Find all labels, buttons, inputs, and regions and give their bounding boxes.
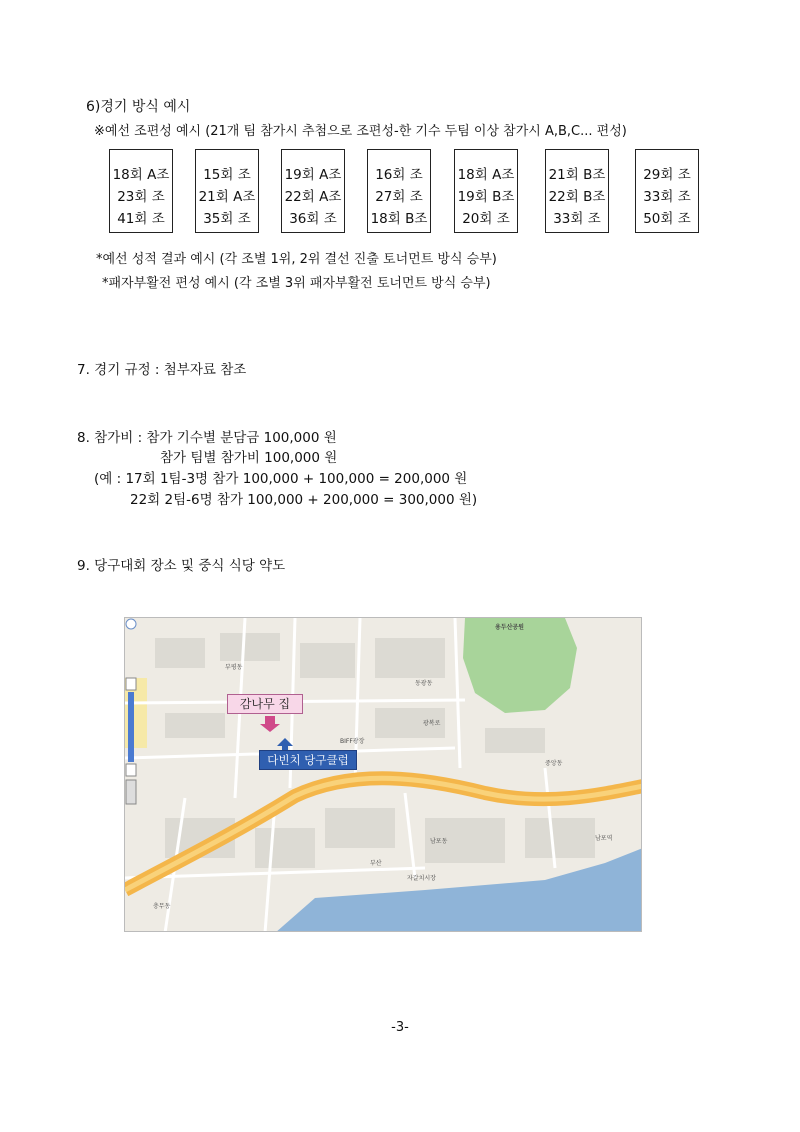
fee-line-2: 참가 팀별 참가비 100,000 원 <box>160 450 338 466</box>
map-place-label: BIFF광장 <box>340 738 365 745</box>
section6-heading: 6)경기 방식 예시 <box>86 99 191 115</box>
map-place-label: 자갈치시장 <box>407 875 436 882</box>
group-entry: 18회 A조 <box>112 167 170 183</box>
map-zoom-control[interactable] <box>125 618 137 808</box>
page-number: -3- <box>391 1020 409 1035</box>
group-entry: 33회 조 <box>643 189 691 205</box>
group-entry: 41회 조 <box>117 211 165 227</box>
group-entry: 16회 조 <box>375 167 423 183</box>
group-entry: 18회 A조 <box>457 167 515 183</box>
group-entry: 22회 A조 <box>284 189 342 205</box>
group-box <box>367 149 431 233</box>
map-place-label: 광복로 <box>423 720 441 727</box>
group-box <box>281 149 345 233</box>
group-entry: 15회 조 <box>203 167 251 183</box>
map-place-label: 부평동 <box>225 664 243 671</box>
map-place-label: 남포역 <box>595 835 613 842</box>
group-entry: 27회 조 <box>375 189 423 205</box>
preliminary-footnote: *예선 성적 결과 예시 (각 조별 1위, 2위 결선 진출 토너먼트 방식 승부) <box>96 252 497 267</box>
group-entry: 33회 조 <box>553 211 601 227</box>
venue-callout: 다빈치 당구클럽 <box>259 750 357 770</box>
map-place-label: 남포동 <box>430 838 448 845</box>
group-box <box>195 149 259 233</box>
group-entry: 23회 조 <box>117 189 165 205</box>
grouping-note: ※예선 조편성 예시 (21개 팀 참가시 추첨으로 조편성-한 기수 두팀 이상 참가시 A,B,C... 편성) <box>94 124 627 139</box>
group-entry: 22회 B조 <box>548 189 606 205</box>
fee-example-1: (예 : 17회 1팀-3명 참가 100,000 + 100,000 = 200,000 원 <box>94 471 468 487</box>
map-place-label: 충무동 <box>153 903 171 910</box>
map-place-label: 용두산공원 <box>495 624 524 631</box>
group-entry: 35회 조 <box>203 211 251 227</box>
group-box <box>109 149 173 233</box>
group-entry: 18회 B조 <box>370 211 428 227</box>
repechage-footnote: *패자부활전 편성 예시 (각 조별 3위 패자부활전 토너먼트 방식 승부) <box>102 276 491 291</box>
group-box <box>454 149 518 233</box>
map-place-label: 부산 <box>370 860 382 867</box>
group-entry: 19회 B조 <box>457 189 515 205</box>
group-box <box>545 149 609 233</box>
group-entry: 21회 B조 <box>548 167 606 183</box>
map-place-label: 중앙동 <box>545 760 563 767</box>
location-map[interactable] <box>124 617 642 932</box>
section9-location: 9. 당구대회 장소 및 중식 식당 약도 <box>77 558 286 574</box>
group-entry: 21회 A조 <box>198 189 256 205</box>
group-entry: 19회 A조 <box>284 167 342 183</box>
group-entry: 50회 조 <box>643 211 691 227</box>
map-graphic <box>125 618 642 932</box>
group-entry: 36회 조 <box>289 211 337 227</box>
fee-line-1: 8. 참가비 : 참가 기수별 분담금 100,000 원 <box>77 430 337 446</box>
fee-example-2: 22회 2팀-6명 참가 100,000 + 200,000 = 300,000 원) <box>130 492 478 508</box>
group-entry: 29회 조 <box>643 167 691 183</box>
group-box <box>635 149 699 233</box>
map-place-label: 동광동 <box>415 680 433 687</box>
group-entry: 20회 조 <box>462 211 510 227</box>
restaurant-callout: 감나무 집 <box>227 694 303 714</box>
section7-rules: 7. 경기 규정 : 첨부자료 참조 <box>77 362 247 378</box>
